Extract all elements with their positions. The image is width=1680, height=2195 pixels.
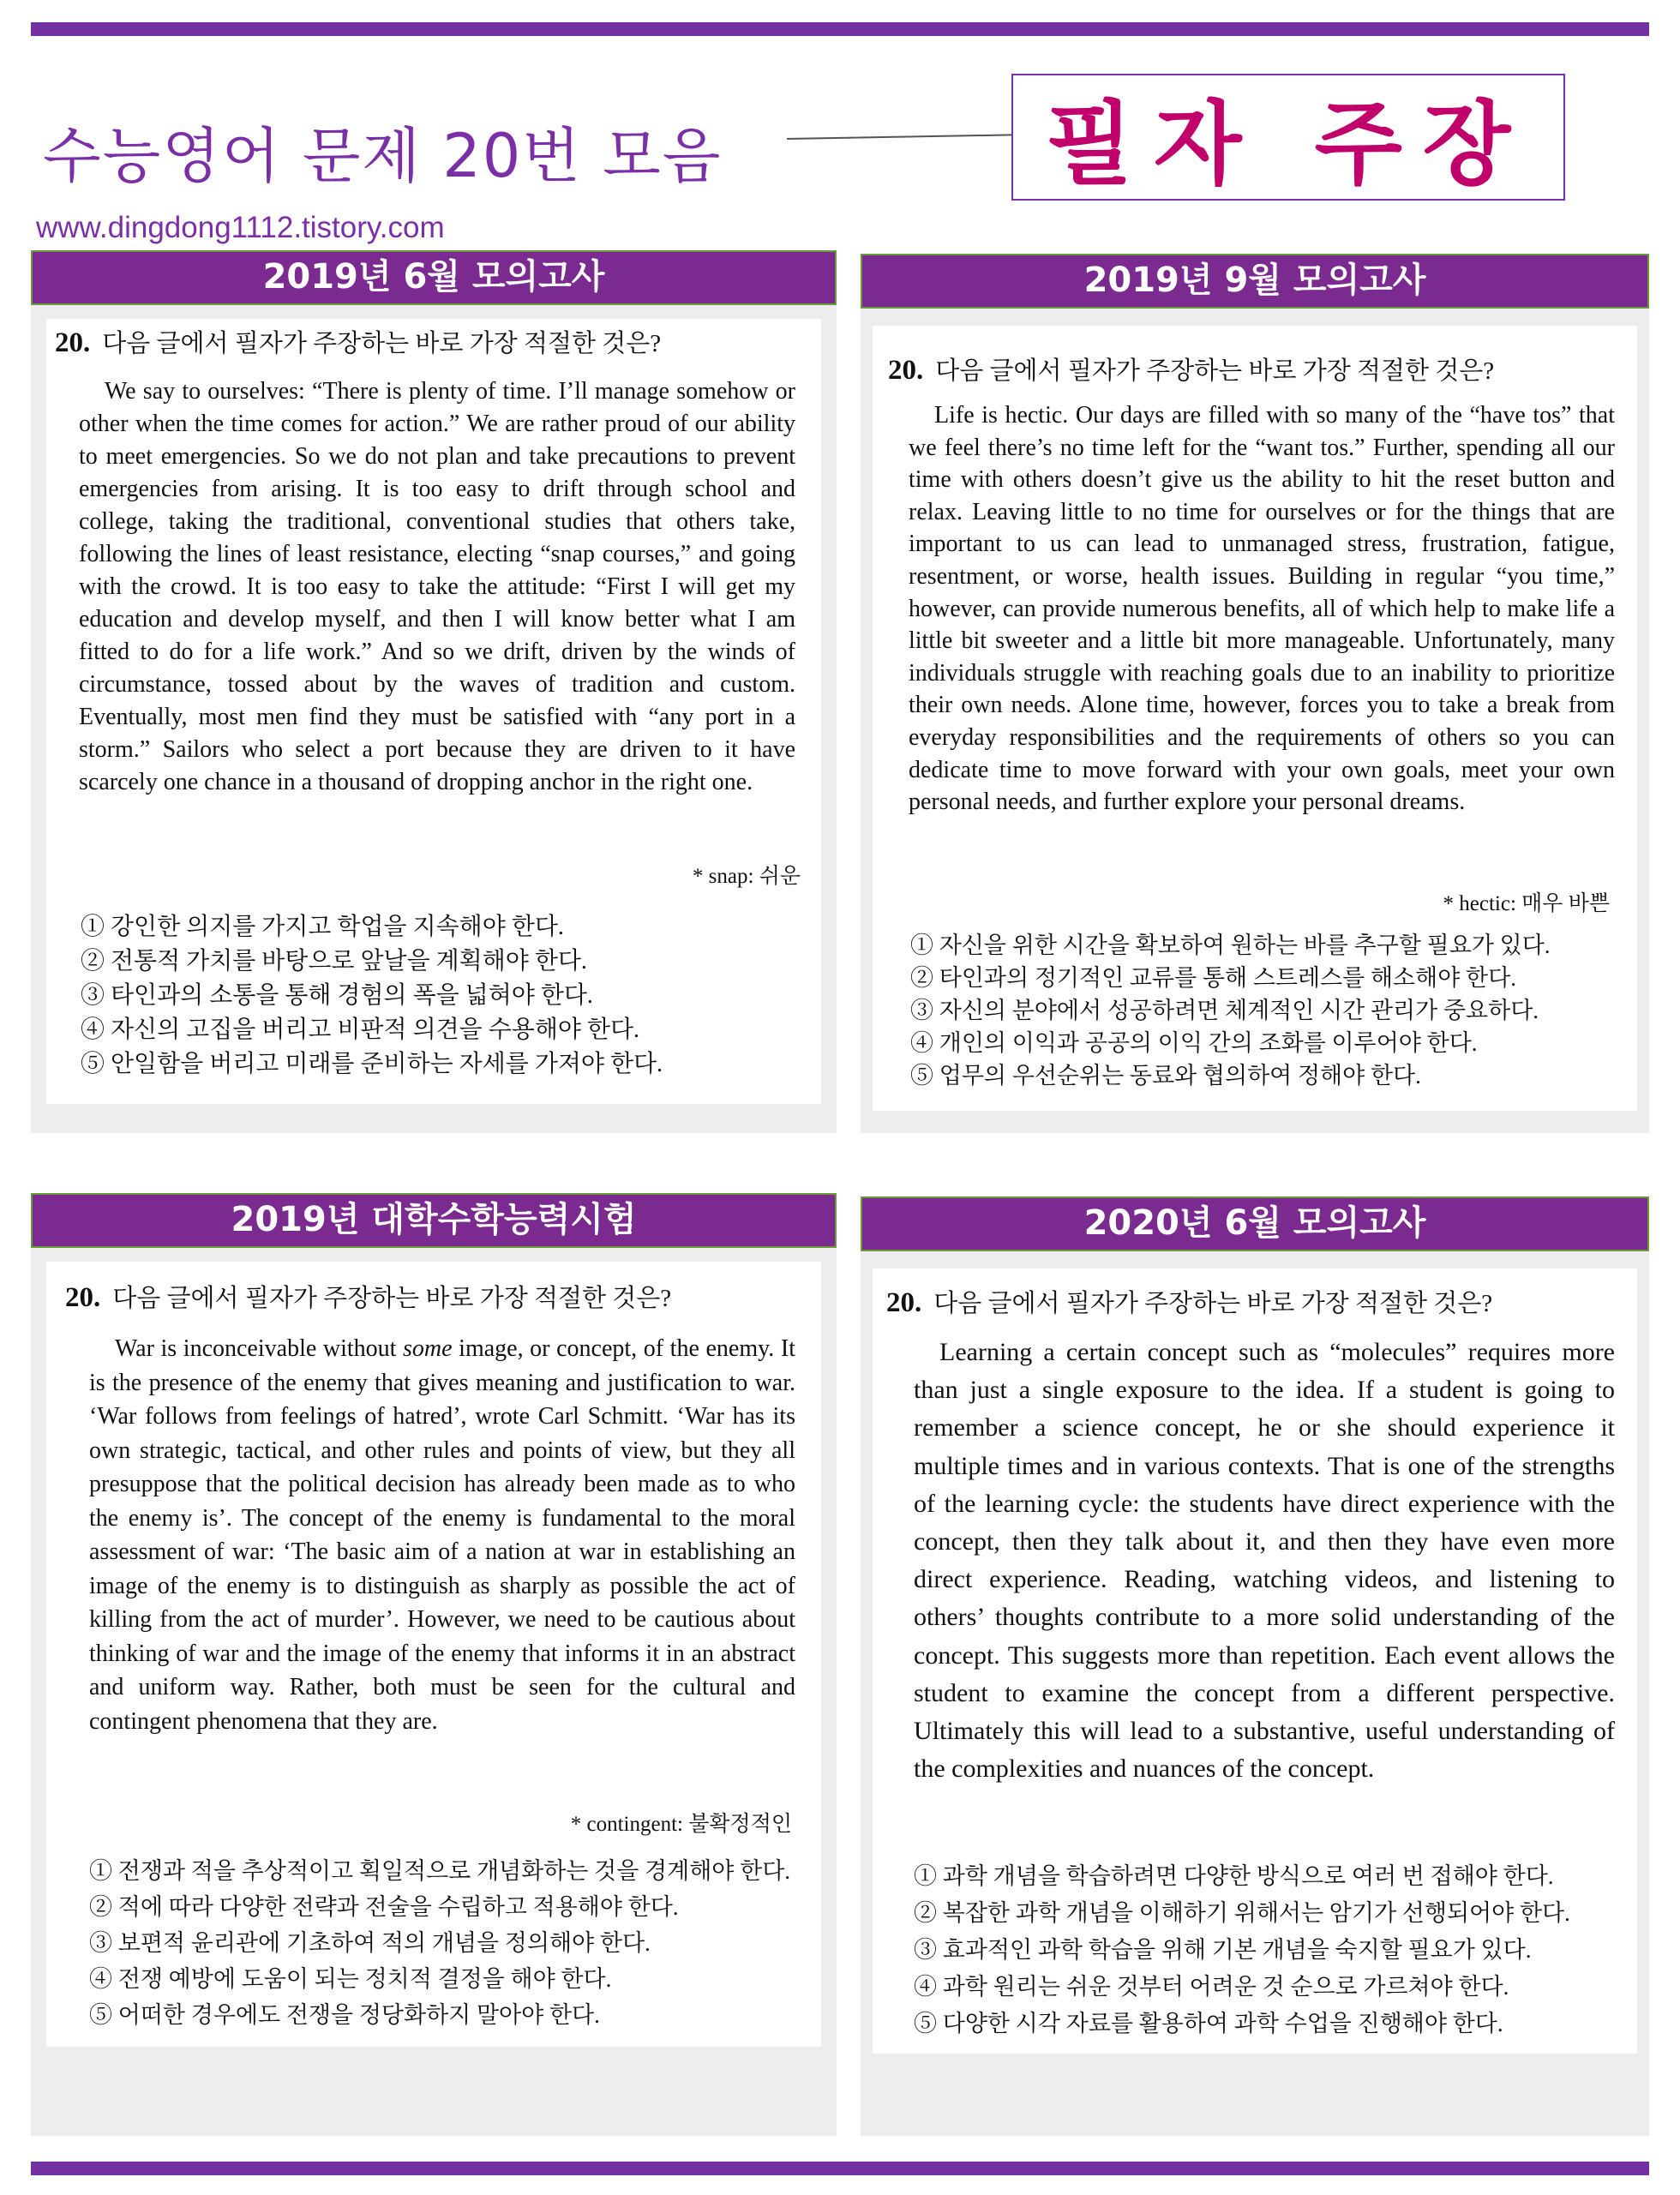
question-prompt — [65, 1279, 671, 1314]
exam-section-2019-september — [861, 254, 1649, 1133]
question-sheet — [46, 319, 821, 1104]
site-url[interactable]: www.dingdong1112.tistory.com — [36, 211, 445, 244]
top-accent-bar — [31, 22, 1649, 36]
answer-option[interactable]: ④ 전쟁 예방에 도움이 되는 정치적 결정을 해야 한다. — [89, 1966, 612, 1992]
passage-text: Life is hectic. Our days are filled with so many of the “have tos” that we feel there’s no time left for the “want tos.” Further, spending all our time with others doesn’t give us the ability to hit the reset button and relax. Leaving little to no time for ourselves or for the things that are important to us can lead to unmanaged stress, frustration, fatigue, resentment, or worse, health issues. Building in regular “you time,” however, can provide numerous benefits, all of which help to make life a little bit sweeter and a little bit more manageable. Unfortunately, many individuals struggle with reaching goals due to an inability to prioritize their own needs. Alone time, however, forces you to take a break from everyday responsibilities and the requirements of others so you can dedicate time to move forward with your own goals, meet your own personal needs, and further explore your personal dreams. — [909, 402, 1615, 816]
section-header: 2019년 6월 모의고사 — [31, 250, 837, 305]
answer-option[interactable]: ② 적에 따라 다양한 전략과 전술을 수립하고 적용해야 한다. — [89, 1894, 679, 1920]
bottom-accent-bar — [31, 2162, 1649, 2175]
answer-option[interactable]: ④ 개인의 이익과 공공의 이익 간의 조화를 이루어야 한다. — [910, 1030, 1478, 1056]
answer-option[interactable]: ④ 과학 원리는 쉬운 것부터 어려운 것 순으로 가르쳐야 한다. — [914, 1974, 1509, 2000]
question-number: 20. — [886, 1287, 922, 1318]
answer-options — [910, 929, 1551, 1092]
exam-section-2019-csat — [31, 1193, 837, 2136]
passage-text: Learning a certain concept such as “molecules” requires more than just a single exposure to the idea. If a student is going to remember a science concept, he or she should experience it multiple times and in various contexts. That is one of the strengths of the learning cycle: the students have direct experience with the concept, then they talk about it, and then they have even more direct experience. Reading, watching videos, and listening to others’ thoughts contribute to a more solid understanding of the concept. This suggests more than repetition. Each event allows the student to examine the concept from a different perspective. Ultimately this will lead to a substantive, useful understanding of the complexities and nuances of the concept. — [914, 1338, 1615, 1784]
topic-label: 필자 주장 — [1045, 92, 1532, 197]
answer-option[interactable]: ② 복잡한 과학 개념을 이해하기 위해서는 암기가 선행되어야 한다. — [914, 1900, 1570, 1926]
question-number: 20. — [65, 1282, 101, 1313]
passage-text-start: War is inconceivable without — [115, 1335, 404, 1362]
answer-option[interactable]: ③ 보편적 윤리관에 기초하여 적의 개념을 정의해야 한다. — [89, 1930, 651, 1956]
section-header: 2019년 9월 모의고사 — [861, 254, 1649, 309]
question-number: 20. — [888, 355, 924, 386]
page-title: 수능영어 문제 20번 모음 — [43, 121, 723, 191]
section-header: 2019년 대학수학능력시험 — [31, 1193, 837, 1248]
title-connector-line — [787, 134, 1011, 140]
question-prompt — [888, 351, 1494, 387]
answer-option[interactable]: ① 과학 개념을 학습하려면 다양한 방식으로 여러 번 접해야 한다. — [914, 1863, 1554, 1889]
answer-option[interactable]: ① 전쟁과 적을 추상적이고 획일적으로 개념화하는 것을 경계해야 한다. — [89, 1858, 791, 1884]
question-text: 다음 글에서 필자가 주장하는 바로 가장 적절한 것은? — [112, 1285, 672, 1312]
answer-option[interactable]: ③ 효과적인 과학 학습을 위해 기본 개념을 숙지할 필요가 있다. — [914, 1937, 1532, 1963]
section-header: 2020년 6월 모의고사 — [861, 1196, 1649, 1251]
answer-option[interactable]: ③ 자신의 분야에서 성공하려면 체계적인 시간 관리가 중요하다. — [910, 998, 1539, 1023]
question-text: 다음 글에서 필자가 주장하는 바로 가장 적절한 것은? — [102, 330, 662, 357]
passage-emphasis: some — [403, 1335, 453, 1362]
glossary-note: * contingent: 불확정적인 — [570, 1813, 792, 1836]
answer-option[interactable]: ② 타인과의 정기적인 교류를 통해 스트레스를 해소해야 한다. — [910, 965, 1516, 991]
exam-section-2020-june — [861, 1196, 1649, 2136]
glossary-note: * hectic: 매우 바쁜 — [1443, 892, 1610, 915]
topic-box — [1011, 74, 1565, 201]
passage-text: We say to ourselves: “There is plenty of time. I’ll manage somehow or other when the time comes for action.” We are rather proud of our ability to meet emergencies. So we do not plan and take precautions to prevent emergencies from arising. It is too easy to drift through school and college, taking the traditional, conventional studies that others take, following the lines of least resistance, electing “snap courses,” and going with the crowd. It is too easy to take the attitude: “First I will get my education and develop myself, and then I will know better what I am fitted to do for a life work.” And so we drift, driven by the winds of circumstance, tossed about by the waves of tradition and custom. Eventually, most men find they must be satisfied with “any port in a storm.” Sailors who select a port because they are driven to it have scarcely one chance in a thousand of dropping anchor in the right one. — [79, 378, 795, 795]
question-sheet — [873, 326, 1637, 1111]
question-sheet — [873, 1268, 1637, 2054]
answer-option[interactable]: ⑤ 업무의 우선순위는 동료와 협의하여 정해야 한다. — [910, 1063, 1421, 1089]
glossary-note: * snap: 쉬운 — [692, 865, 801, 888]
answer-option[interactable]: ④ 자신의 고집을 버리고 비판적 의견을 수용해야 한다. — [81, 1017, 640, 1043]
question-prompt — [886, 1284, 1492, 1319]
answer-options — [89, 1853, 790, 2033]
answer-options — [914, 1858, 1570, 2042]
answer-option[interactable]: ① 자신을 위한 시간을 확보하여 원하는 바를 추구할 필요가 있다. — [910, 933, 1551, 958]
answer-option[interactable]: ① 강인한 의지를 가지고 학업을 지속해야 한다. — [81, 914, 564, 940]
answer-option[interactable]: ⑤ 다양한 시각 자료를 활용하여 과학 수업을 진행해야 한다. — [914, 2011, 1503, 2036]
answer-option[interactable]: ② 전통적 가치를 바탕으로 앞날을 계획해야 한다. — [81, 948, 587, 975]
answer-options — [81, 910, 663, 1082]
question-number: 20. — [55, 327, 91, 358]
answer-option[interactable]: ③ 타인과의 소통을 통해 경험의 폭을 넓혀야 한다. — [81, 982, 593, 1009]
answer-option[interactable]: ⑤ 안일함을 버리고 미래를 준비하는 자세를 가져야 한다. — [81, 1051, 663, 1077]
answer-option[interactable]: ⑤ 어떠한 경우에도 전쟁을 정당화하지 말아야 한다. — [89, 2002, 600, 2028]
question-text: 다음 글에서 필자가 주장하는 바로 가장 적절한 것은? — [935, 357, 1495, 385]
passage-text — [89, 1332, 795, 1738]
question-sheet — [46, 1262, 821, 2047]
question-text: 다음 글에서 필자가 주장하는 바로 가장 적절한 것은? — [933, 1290, 1493, 1317]
passage-text-rest: image, or concept, of the enemy. It is the presence of the enemy that gives meaning and justification to war. ‘War follows from feelings of hatred’, wrote Carl Schmitt. ‘War has its own strategic, tactical, and other rules and points of view, but they all presuppose that the political decision has already been made as to who the enemy is’. The concept of the enemy is fundamental to the moral assessment of war: ‘The basic aim of a nation at war in establishing an image of the enemy is to distinguish as sharply as possible the act of killing from the act of murder’. However, we need to be cautious about thinking of war and the image of the enemy that informs it in an abstract and uniform way. Rather, both must be seen for the cultural and contingent phenomena that they are. — [89, 1335, 795, 1735]
question-prompt — [55, 324, 661, 359]
exam-section-2019-june — [31, 250, 837, 1133]
